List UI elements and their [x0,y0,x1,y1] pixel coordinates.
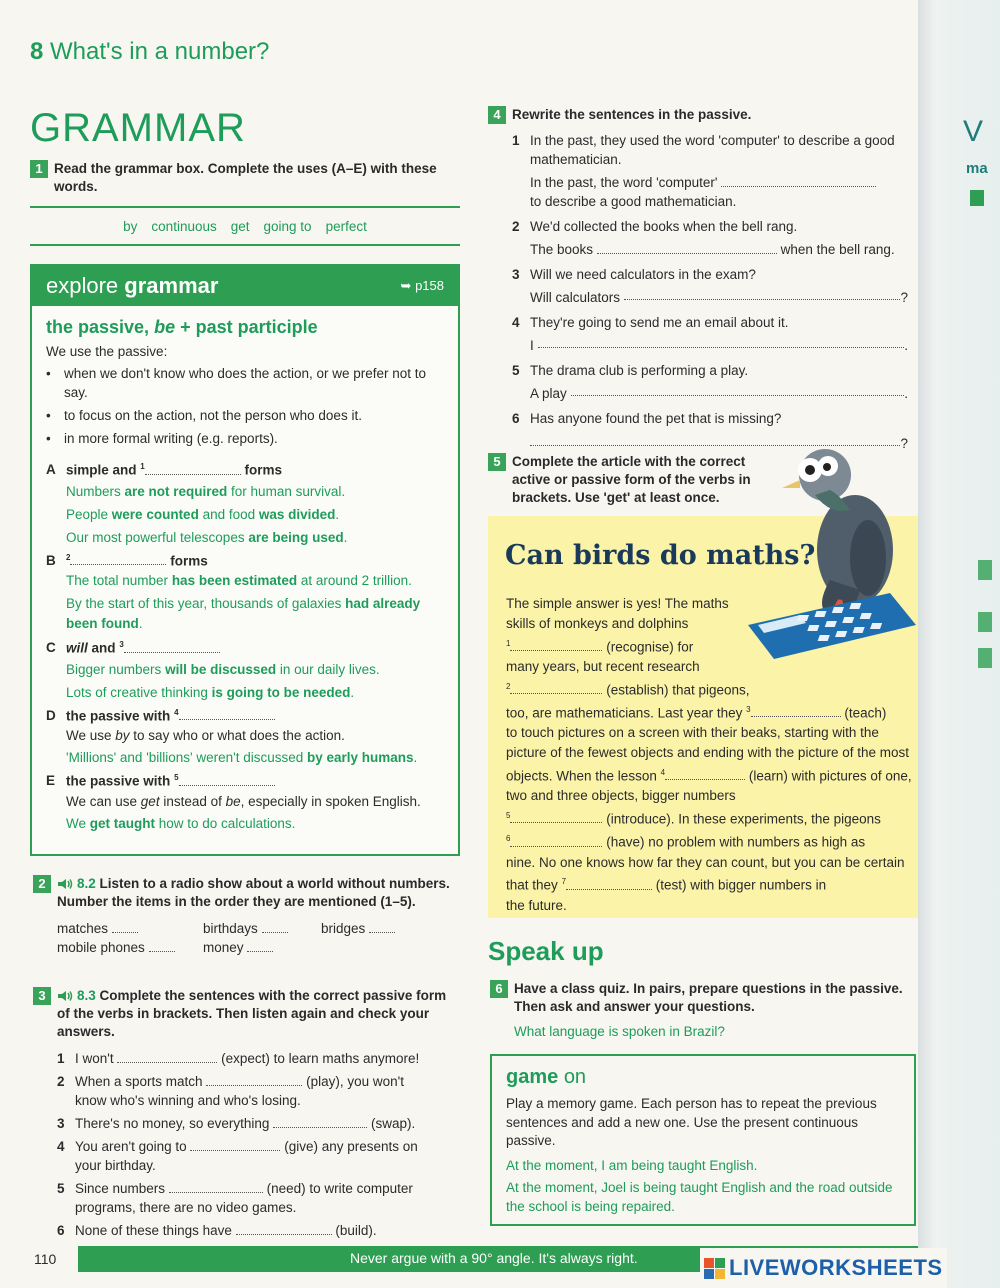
word-option: get [230,218,250,234]
grammar-bullets: • when we don't know who does the action, or we prefer not to say. • to focus on the action, not the person who does it. • in more formal writing (e.g. reports). [46,364,444,448]
next-page-box [970,190,984,206]
example-sentence: The total number has been estimated at around 2 trillion. [66,573,412,588]
next-page-box [978,612,992,632]
word-option: perfect [325,218,367,234]
answer-blank-1[interactable] [145,463,241,475]
brand-name: LIVEWORKSHEETS [729,1255,943,1280]
brand-logo-icon [704,1258,725,1279]
next-page-fragment: V [963,115,984,148]
bullet-item: in more formal writing (e.g. reports). [64,431,278,446]
exercise-number: 3 [33,987,51,1005]
unit-number: 8 [30,38,44,65]
answer-blank[interactable] [624,288,901,300]
list-item: birthdays [203,921,258,936]
exercise-instruction: Complete the sentences with the correct passive form of the verbs in brackets. Then listen again and check your answers. [57,988,447,1039]
next-page-edge [918,0,1000,1288]
answer-blank-4[interactable] [179,708,275,720]
answer-blank[interactable] [510,639,602,651]
answer-blank[interactable] [369,921,395,933]
list-item: money [203,940,244,955]
answer-blank[interactable] [273,1116,367,1128]
bullet-item: to focus on the action, not the person who does it. [64,408,362,423]
game-instruction: Play a memory game. Each person has to repeat the previous sentences and add a new one. Use the present continuous passive. [506,1096,877,1148]
exercise-5 [488,453,778,507]
answer-blank-2[interactable] [70,553,166,565]
arrow-icon: ➥ [400,278,412,293]
exercise-instruction: Have a class quiz. In pairs, prepare questions in the passive. Then ask and answer your questions. [514,981,903,1014]
list-item: 1 In the past, they used the word 'computer' to describe a good mathematician. In the past, the word 'computer' to describe a good mathematician. [512,133,895,209]
exercise-number: 1 [30,160,48,178]
word-option: continuous [151,218,217,234]
game-on-box [490,1054,916,1226]
answer-blank-5[interactable] [179,774,275,786]
list-item: mobile phones [57,940,145,955]
exercise-instruction: Read the grammar box. Complete the uses (A–E) with these words. [54,161,437,194]
exercise-3 [33,987,453,1240]
example-sentence: We get taught how to do calculations. [66,815,296,831]
next-page-fragment: ma [966,160,988,177]
answer-blank[interactable] [751,705,841,717]
list-item: 3 Will we need calculators in the exam? Will calculators ? [512,267,908,305]
use-E: E the passive with $^5$ We can use get instead of be, especially in spoken English. We get taught how to do calculations. [46,773,444,835]
next-page-box [978,560,992,580]
track-number: 8.2 [77,876,96,891]
example-sentence: Our most powerful telescopes are being used. [66,529,348,545]
game-title-light: on [563,1066,587,1088]
audio-icon[interactable] [57,878,73,890]
exercise-number: 2 [33,875,51,893]
answer-blank[interactable] [721,175,876,187]
list-item: 2 When a sports match (play), you won't know who's winning and who's losing. [57,1074,404,1108]
article-text: The simple answer is yes! The maths skills of monkeys and dolphins $^1$ (recognise) for many years, but recent research $^2$ (establish) that pigeons, too, are mathematicians. Last year they $^3$ (teach) to touch pictures on a screen with their beaks, starting with the picture of the fewest objects and ending with the picture of the most objects. When the lesson $^4$ (learn) with pictures of one, two and three objects, bigger numbers $^5$ (introduce). In these experiments, the pigeons $^6$ (have) no problem with numbers as high as nine. No one knows how far they can count, but you can be certain that they $^7$ (test) with bigger numbers in the future. [506,596,912,913]
exercise-number: 5 [488,453,506,471]
example-sentence: Numbers are not required for human survival. [66,483,346,499]
track-number: 8.3 [77,988,96,1003]
list-item: bridges [321,921,366,936]
example-sentence: At the moment, I am being taught English. [506,1157,758,1173]
bullet-item: when we don't know who does the action, or we prefer not to say. [64,366,427,400]
answer-blank[interactable] [236,1223,332,1235]
listen-items [33,921,453,961]
list-item: 5 Since numbers (need) to write computer programs, there are no video games. [57,1181,413,1215]
list-item: 3 There's no money, so everything (swap). [57,1116,416,1131]
exercise-1 [30,160,450,196]
use-A: A simple and $^1$ forms Numbers are not required for human survival. People were counted and food was divided. Our most powerful telescopes are being used. [46,462,444,549]
page-reference[interactable]: p158 [415,278,444,293]
list-item: 6 Has anyone found the pet that is missing? ? [512,411,908,451]
answer-blank[interactable] [665,768,745,780]
list-item: 4 They're going to send me an email about it. I . [512,315,908,353]
list-item: 1 I won't (expect) to learn maths anymore! [57,1051,420,1066]
exercise-6 [490,980,915,1039]
game-title-bold: game [506,1066,559,1088]
unit-header [30,38,269,66]
list-item: 5 The drama club is performing a play. A play . [512,363,908,401]
example-sentence: 'Millions' and 'billions' weren't discussed by early humans. [66,750,418,765]
exercise-instruction: Complete the article with the correct active or passive form of the verbs in brackets. Use 'get' at least once. [512,454,751,505]
use-D: D the passive with $^4$ We use by to say who or what does the action. 'Millions' and 'billions' weren't discussed by early humans. [46,708,444,770]
explore-title-light: explore [46,273,119,298]
exercise-4 [488,106,908,453]
exercise-2 [33,875,453,961]
answer-blank[interactable] [206,1074,302,1086]
answer-blank-3[interactable] [124,641,220,653]
list-item: 4 You aren't going to (give) any presents on your birthday. [57,1139,418,1173]
rule-sentence: We use by to say who or what does the action. [66,728,345,743]
brand-logo [700,1248,947,1288]
audio-icon[interactable] [57,990,73,1002]
explore-grammar-box [30,264,460,856]
answer-blank[interactable] [566,878,652,890]
unit-title: What's in a number? [50,38,270,65]
explore-grammar-header [32,266,458,306]
rule-sentence: We can use get instead of be, especially in spoken English. [66,793,421,809]
article-paragraph: The simple answer is yes! The maths skills of monkeys and dolphins [506,596,729,631]
answer-blank[interactable] [538,336,905,348]
section-title: GRAMMAR [30,106,246,150]
exercise-number: 4 [488,106,506,124]
article-title: Can birds do maths? [505,540,816,571]
example-sentence: Lots of creative thinking is going to be needed. [66,684,355,700]
answer-blank[interactable] [597,242,777,254]
next-page-box [978,648,992,668]
answer-blank[interactable] [247,940,273,952]
exercise-instruction: Listen to a radio show about a world without numbers. Number the items in the order they are mentioned (1–5). [57,876,450,909]
answer-blank[interactable] [510,835,602,847]
word-box [30,206,460,246]
footer-tagline: Never argue with a 90° angle. It's always right. [350,1250,638,1266]
example-sentence: What language is spoken in Brazil? [514,1024,725,1039]
exercise-number: 6 [490,980,508,998]
exercise-instruction: Rewrite the sentences in the passive. [512,107,752,122]
speak-up-title: Speak up [488,936,604,966]
list-item: matches [57,921,109,936]
use-C: C will and $^3$ Bigger numbers will be discussed in our daily lives. Lots of creative thinking is going to be needed. [46,640,444,704]
example-sentence: People were counted and food was divided. [66,506,340,522]
example-sentence: Bigger numbers will be discussed in our daily lives. [66,661,380,677]
page-number: 110 [34,1251,57,1267]
list-item: 6 None of these things have (build). [57,1223,377,1238]
use-B: B $^2$ forms The total number has been estimated at around 2 trillion. By the start of this year, thousands of galaxies had already been found. [46,553,444,635]
answer-blank[interactable] [510,682,602,694]
grammar-subtitle: the passive, be + past participle [46,317,318,337]
example-sentence: By the start of this year, thousands of galaxies had already been found. [66,596,421,631]
example-sentence: At the moment, Joel is being taught English and the road outside the school is being repaired. [506,1180,893,1214]
word-option: by [123,218,138,234]
answer-blank[interactable] [112,921,138,933]
answer-blank[interactable] [510,811,602,823]
grammar-intro: We use the passive: [46,344,168,359]
answer-blank[interactable] [149,940,175,952]
explore-title-bold: grammar [124,273,219,298]
answer-blank[interactable] [262,921,288,933]
answer-blank[interactable] [169,1181,263,1193]
answer-blank[interactable] [117,1051,217,1063]
list-item: 2 We'd collected the books when the bell rang. The books when the bell rang. [512,219,895,257]
answer-blank[interactable] [190,1139,280,1151]
word-option: going to [263,218,312,234]
answer-blank[interactable] [571,384,905,396]
